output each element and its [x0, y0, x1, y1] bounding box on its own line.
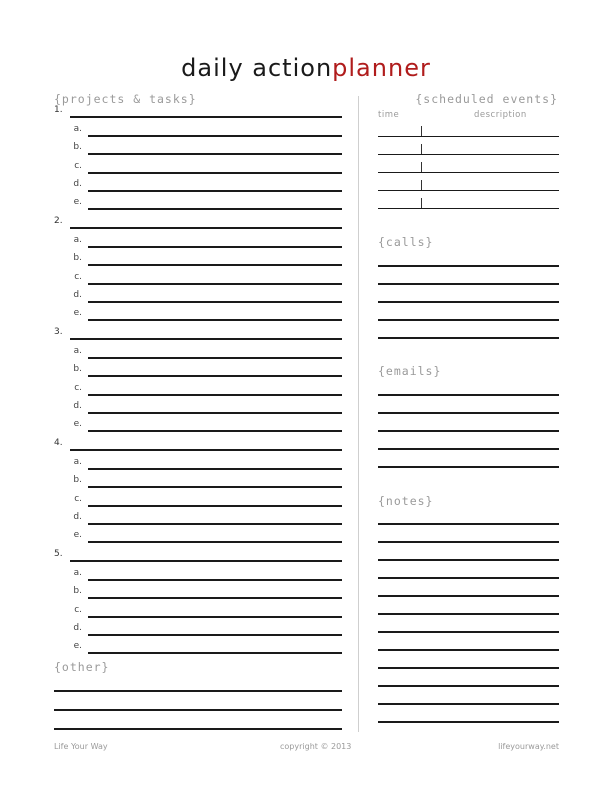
- task-letter: c.: [74, 271, 82, 282]
- project-number: 4.: [54, 438, 63, 448]
- time-separator: [421, 144, 422, 154]
- task-line[interactable]: [88, 283, 342, 285]
- project-line[interactable]: [70, 560, 342, 562]
- scheduled-events-header: {scheduled events}: [415, 92, 558, 106]
- scheduled-event-line[interactable]: [378, 190, 559, 191]
- notes-header: {notes}: [378, 494, 434, 508]
- note-line[interactable]: [378, 577, 559, 579]
- note-line[interactable]: [378, 721, 559, 723]
- note-line[interactable]: [378, 703, 559, 705]
- project-number: 1.: [54, 105, 63, 115]
- task-letter: e.: [73, 530, 82, 541]
- time-separator: [421, 126, 422, 136]
- task-letter: b.: [73, 586, 82, 597]
- task-line[interactable]: [88, 616, 342, 618]
- project-number: 5.: [54, 549, 63, 559]
- column-divider: [358, 96, 359, 732]
- task-line[interactable]: [88, 357, 342, 359]
- emails-header: {emails}: [378, 364, 442, 378]
- note-line[interactable]: [378, 649, 559, 651]
- task-line[interactable]: [88, 172, 342, 174]
- project-line[interactable]: [70, 338, 342, 340]
- note-line[interactable]: [378, 559, 559, 561]
- task-letter: c.: [74, 493, 82, 504]
- task-line[interactable]: [88, 246, 342, 248]
- project-number: 3.: [54, 327, 63, 337]
- task-letter: a.: [73, 346, 82, 356]
- project-line[interactable]: [70, 227, 342, 229]
- task-line[interactable]: [88, 412, 342, 414]
- project-line[interactable]: [70, 116, 342, 118]
- task-letter: b.: [73, 475, 82, 486]
- footer-website: lifeyourway.net: [498, 742, 559, 751]
- task-letter: a.: [73, 124, 82, 134]
- task-letter: d.: [73, 511, 82, 522]
- note-line[interactable]: [378, 541, 559, 543]
- time-separator: [421, 162, 422, 172]
- task-letter: e.: [73, 308, 82, 319]
- other-header: {other}: [54, 660, 110, 674]
- task-line[interactable]: [88, 375, 342, 377]
- task-letter: a.: [73, 235, 82, 245]
- task-line[interactable]: [88, 319, 342, 321]
- email-line[interactable]: [378, 394, 559, 396]
- task-letter: b.: [73, 364, 82, 375]
- task-line[interactable]: [88, 486, 342, 488]
- page-title: daily actionplanner: [181, 54, 431, 82]
- email-line[interactable]: [378, 466, 559, 468]
- task-line[interactable]: [88, 541, 342, 543]
- task-line[interactable]: [88, 208, 342, 210]
- project-line[interactable]: [70, 449, 342, 451]
- scheduled-event-line[interactable]: [378, 136, 559, 137]
- time-separator: [421, 180, 422, 190]
- call-line[interactable]: [378, 319, 559, 321]
- task-letter: c.: [74, 160, 82, 171]
- task-letter: d.: [73, 400, 82, 411]
- footer-brand: Life Your Way: [54, 742, 108, 751]
- task-line[interactable]: [88, 394, 342, 396]
- task-line[interactable]: [88, 505, 342, 507]
- call-line[interactable]: [378, 301, 559, 303]
- note-line[interactable]: [378, 613, 559, 615]
- note-line[interactable]: [378, 631, 559, 633]
- task-letter: c.: [74, 604, 82, 615]
- calls-header: {calls}: [378, 235, 434, 249]
- task-line[interactable]: [88, 190, 342, 192]
- task-line[interactable]: [88, 634, 342, 636]
- scheduled-event-line[interactable]: [378, 208, 559, 209]
- description-column-header: description: [474, 110, 527, 120]
- task-line[interactable]: [88, 652, 342, 654]
- task-line[interactable]: [88, 264, 342, 266]
- time-separator: [421, 198, 422, 208]
- call-line[interactable]: [378, 265, 559, 267]
- project-number: 2.: [54, 216, 63, 226]
- call-line[interactable]: [378, 283, 559, 285]
- task-letter: d.: [73, 622, 82, 633]
- email-line[interactable]: [378, 412, 559, 414]
- task-line[interactable]: [88, 135, 342, 137]
- task-line[interactable]: [88, 597, 342, 599]
- task-letter: d.: [73, 289, 82, 300]
- note-line[interactable]: [378, 523, 559, 525]
- task-line[interactable]: [88, 301, 342, 303]
- scheduled-event-line[interactable]: [378, 172, 559, 173]
- task-letter: a.: [73, 568, 82, 578]
- time-column-header: time: [378, 110, 400, 120]
- task-line[interactable]: [88, 468, 342, 470]
- note-line[interactable]: [378, 685, 559, 687]
- task-line[interactable]: [88, 153, 342, 155]
- task-letter: e.: [73, 641, 82, 652]
- task-line[interactable]: [88, 523, 342, 525]
- task-letter: c.: [74, 382, 82, 393]
- projects-header: {projects & tasks}: [54, 92, 197, 106]
- task-letter: e.: [73, 197, 82, 208]
- task-letter: b.: [73, 142, 82, 153]
- task-line[interactable]: [88, 579, 342, 581]
- task-line[interactable]: [88, 430, 342, 432]
- email-line[interactable]: [378, 448, 559, 450]
- other-line[interactable]: [54, 728, 342, 730]
- task-letter: d.: [73, 178, 82, 189]
- note-line[interactable]: [378, 667, 559, 669]
- task-letter: e.: [73, 419, 82, 430]
- other-line[interactable]: [54, 709, 342, 711]
- call-line[interactable]: [378, 337, 559, 339]
- other-line[interactable]: [54, 690, 342, 692]
- footer-copyright: copyright © 2013: [280, 742, 352, 751]
- task-letter: a.: [73, 457, 82, 467]
- note-line[interactable]: [378, 595, 559, 597]
- task-letter: b.: [73, 253, 82, 264]
- scheduled-event-line[interactable]: [378, 154, 559, 155]
- email-line[interactable]: [378, 430, 559, 432]
